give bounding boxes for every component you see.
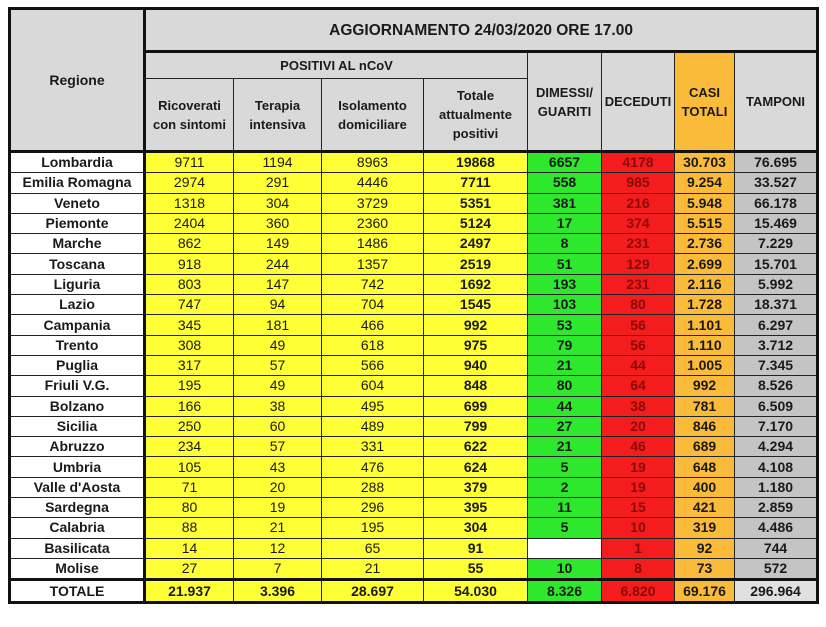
- cell-ricoverati: 862: [145, 234, 234, 254]
- table-row: [10, 376, 818, 396]
- cell-tamponi: 33.527: [735, 173, 818, 193]
- header-totale-positivi: Totale attualmente positivi: [424, 79, 528, 152]
- table-row: [10, 315, 818, 335]
- header-deceduti: DECEDUTI: [602, 52, 675, 152]
- cell-terapia: 360: [234, 213, 322, 233]
- cell-totale-positivi: 699: [424, 396, 528, 416]
- cell-totale-positivi: 304: [424, 518, 528, 538]
- cell-ricoverati: 234: [145, 437, 234, 457]
- cell-dimessi: [528, 538, 602, 558]
- cell-terapia: 43: [234, 457, 322, 477]
- cell-casi-totali: 992: [675, 376, 735, 396]
- cell-deceduti: 46: [602, 437, 675, 457]
- table-row: [10, 295, 818, 315]
- cell-totale-positivi: 379: [424, 477, 528, 497]
- table-body: [10, 152, 818, 603]
- cell-regione: Valle d'Aosta: [10, 477, 145, 497]
- cell-regione: Molise: [10, 558, 145, 579]
- cell-deceduti: 64: [602, 376, 675, 396]
- cell-casi-totali: 1.101: [675, 315, 735, 335]
- header-positivi-group: POSITIVI AL nCoV: [145, 52, 528, 79]
- cell-tamponi: 76.695: [735, 152, 818, 173]
- cell-tamponi: 744: [735, 538, 818, 558]
- cell-terapia: 304: [234, 193, 322, 213]
- cell-regione: Emilia Romagna: [10, 173, 145, 193]
- cell-deceduti: 15: [602, 498, 675, 518]
- cell-isolamento: 296: [322, 498, 424, 518]
- cell-dimessi: 10: [528, 558, 602, 579]
- cell-ricoverati: 1318: [145, 193, 234, 213]
- cell-terapia: 21: [234, 518, 322, 538]
- cell-terapia: 147: [234, 274, 322, 294]
- cell-isolamento: 604: [322, 376, 424, 396]
- table-row: [10, 173, 818, 193]
- table-row: [10, 437, 818, 457]
- cell-isolamento: 476: [322, 457, 424, 477]
- cell-dimessi: 8.326: [528, 580, 602, 603]
- cell-deceduti: 374: [602, 213, 675, 233]
- cell-dimessi: 6657: [528, 152, 602, 173]
- cell-regione: Umbria: [10, 457, 145, 477]
- table-row: [10, 254, 818, 274]
- cell-dimessi: 193: [528, 274, 602, 294]
- table-row: [10, 538, 818, 558]
- cell-ricoverati: 9711: [145, 152, 234, 173]
- cell-isolamento: 566: [322, 355, 424, 375]
- cell-totale-positivi: 395: [424, 498, 528, 518]
- cell-regione: Lazio: [10, 295, 145, 315]
- cell-dimessi: 5: [528, 457, 602, 477]
- cell-deceduti: 19: [602, 477, 675, 497]
- cell-ricoverati: 21.937: [145, 580, 234, 603]
- cell-isolamento: 65: [322, 538, 424, 558]
- cell-regione: Trento: [10, 335, 145, 355]
- cell-terapia: 7: [234, 558, 322, 579]
- cell-isolamento: 195: [322, 518, 424, 538]
- cell-tamponi: 8.526: [735, 376, 818, 396]
- cell-casi-totali: 5.515: [675, 213, 735, 233]
- cell-deceduti: 10: [602, 518, 675, 538]
- cell-tamponi: 15.469: [735, 213, 818, 233]
- cell-dimessi: 8: [528, 234, 602, 254]
- table-title: AGGIORNAMENTO 24/03/2020 ORE 17.00: [145, 9, 818, 52]
- header-ricoverati: Ricoverati con sintomi: [145, 79, 234, 152]
- cell-isolamento: 2360: [322, 213, 424, 233]
- cell-totale-positivi: 848: [424, 376, 528, 396]
- cell-regione: Sardegna: [10, 498, 145, 518]
- cell-ricoverati: 747: [145, 295, 234, 315]
- table-row: [10, 335, 818, 355]
- cell-tamponi: 572: [735, 558, 818, 579]
- cell-ricoverati: 317: [145, 355, 234, 375]
- cell-terapia: 94: [234, 295, 322, 315]
- cell-totale-positivi: 1692: [424, 274, 528, 294]
- cell-casi-totali: 689: [675, 437, 735, 457]
- table-row: [10, 396, 818, 416]
- cell-regione: Puglia: [10, 355, 145, 375]
- cell-totale-positivi: 2519: [424, 254, 528, 274]
- cell-terapia: 20: [234, 477, 322, 497]
- cell-tamponi: 7.170: [735, 416, 818, 436]
- header-regione: Regione: [10, 9, 145, 152]
- table-row: [10, 558, 818, 579]
- cell-deceduti: 985: [602, 173, 675, 193]
- cell-deceduti: 19: [602, 457, 675, 477]
- cell-isolamento: 489: [322, 416, 424, 436]
- cell-deceduti: 4178: [602, 152, 675, 173]
- cell-casi-totali: 2.736: [675, 234, 735, 254]
- cell-ricoverati: 166: [145, 396, 234, 416]
- cell-totale-positivi: 55: [424, 558, 528, 579]
- header-casi-totali: CASI TOTALI: [675, 52, 735, 152]
- cell-regione: Sicilia: [10, 416, 145, 436]
- cell-dimessi: 5: [528, 518, 602, 538]
- table-row: [10, 518, 818, 538]
- cell-totale-positivi: 2497: [424, 234, 528, 254]
- cell-tamponi: 6.509: [735, 396, 818, 416]
- cell-terapia: 38: [234, 396, 322, 416]
- cell-regione: Calabria: [10, 518, 145, 538]
- cell-isolamento: 4446: [322, 173, 424, 193]
- cell-casi-totali: 319: [675, 518, 735, 538]
- cell-regione: Abruzzo: [10, 437, 145, 457]
- cell-ricoverati: 88: [145, 518, 234, 538]
- cell-casi-totali: 73: [675, 558, 735, 579]
- cell-totale-positivi: 992: [424, 315, 528, 335]
- cell-dimessi: 51: [528, 254, 602, 274]
- table-row: [10, 234, 818, 254]
- cell-casi-totali: 781: [675, 396, 735, 416]
- cell-ricoverati: 2404: [145, 213, 234, 233]
- cell-terapia: 244: [234, 254, 322, 274]
- table-row: [10, 498, 818, 518]
- header-tamponi: TAMPONI: [735, 52, 818, 152]
- cell-dimessi: 558: [528, 173, 602, 193]
- cell-deceduti: 44: [602, 355, 675, 375]
- cell-isolamento: 495: [322, 396, 424, 416]
- cell-regione: TOTALE: [10, 580, 145, 603]
- cell-dimessi: 21: [528, 437, 602, 457]
- cell-dimessi: 53: [528, 315, 602, 335]
- cell-tamponi: 6.297: [735, 315, 818, 335]
- table-row: [10, 193, 818, 213]
- cell-deceduti: 1: [602, 538, 675, 558]
- cell-terapia: 1194: [234, 152, 322, 173]
- cell-regione: Liguria: [10, 274, 145, 294]
- cell-dimessi: 2: [528, 477, 602, 497]
- cell-totale-positivi: 5124: [424, 213, 528, 233]
- cell-terapia: 12: [234, 538, 322, 558]
- cell-terapia: 60: [234, 416, 322, 436]
- cell-totale-positivi: 1545: [424, 295, 528, 315]
- cell-regione: Friuli V.G.: [10, 376, 145, 396]
- cell-dimessi: 17: [528, 213, 602, 233]
- cell-regione: Bolzano: [10, 396, 145, 416]
- cell-deceduti: 6.820: [602, 580, 675, 603]
- cell-deceduti: 56: [602, 315, 675, 335]
- cell-deceduti: 56: [602, 335, 675, 355]
- cell-deceduti: 38: [602, 396, 675, 416]
- cell-totale-positivi: 622: [424, 437, 528, 457]
- cell-ricoverati: 345: [145, 315, 234, 335]
- cell-isolamento: 8963: [322, 152, 424, 173]
- cell-totale-positivi: 799: [424, 416, 528, 436]
- cell-isolamento: 288: [322, 477, 424, 497]
- header-terapia: Terapia intensiva: [234, 79, 322, 152]
- cell-isolamento: 704: [322, 295, 424, 315]
- cell-tamponi: 7.345: [735, 355, 818, 375]
- cell-ricoverati: 195: [145, 376, 234, 396]
- cell-totale-positivi: 624: [424, 457, 528, 477]
- cell-terapia: 181: [234, 315, 322, 335]
- cell-isolamento: 1357: [322, 254, 424, 274]
- cell-casi-totali: 69.176: [675, 580, 735, 603]
- cell-isolamento: 331: [322, 437, 424, 457]
- cell-ricoverati: 250: [145, 416, 234, 436]
- cell-casi-totali: 2.699: [675, 254, 735, 274]
- cell-regione: Campania: [10, 315, 145, 335]
- cell-tamponi: 4.108: [735, 457, 818, 477]
- cell-isolamento: 466: [322, 315, 424, 335]
- cell-regione: Veneto: [10, 193, 145, 213]
- cell-terapia: 149: [234, 234, 322, 254]
- cell-ricoverati: 80: [145, 498, 234, 518]
- cell-tamponi: 3.712: [735, 335, 818, 355]
- cell-casi-totali: 421: [675, 498, 735, 518]
- cell-totale-positivi: 940: [424, 355, 528, 375]
- cell-ricoverati: 803: [145, 274, 234, 294]
- cell-deceduti: 20: [602, 416, 675, 436]
- table-row: [10, 274, 818, 294]
- cell-casi-totali: 2.116: [675, 274, 735, 294]
- cell-casi-totali: 9.254: [675, 173, 735, 193]
- cell-terapia: 57: [234, 355, 322, 375]
- cell-dimessi: 79: [528, 335, 602, 355]
- cell-casi-totali: 1.728: [675, 295, 735, 315]
- cell-terapia: 49: [234, 335, 322, 355]
- cell-dimessi: 80: [528, 376, 602, 396]
- cell-isolamento: 1486: [322, 234, 424, 254]
- cell-tamponi: 7.229: [735, 234, 818, 254]
- cell-dimessi: 381: [528, 193, 602, 213]
- cell-dimessi: 21: [528, 355, 602, 375]
- cell-deceduti: 8: [602, 558, 675, 579]
- cell-totale-positivi: 7711: [424, 173, 528, 193]
- cell-regione: Piemonte: [10, 213, 145, 233]
- cell-ricoverati: 918: [145, 254, 234, 274]
- cell-tamponi: 5.992: [735, 274, 818, 294]
- cell-totale-positivi: 5351: [424, 193, 528, 213]
- header-isolamento: Isolamento domiciliare: [322, 79, 424, 152]
- cell-deceduti: 231: [602, 234, 675, 254]
- cell-deceduti: 216: [602, 193, 675, 213]
- cell-ricoverati: 27: [145, 558, 234, 579]
- table-row: [10, 457, 818, 477]
- cell-casi-totali: 30.703: [675, 152, 735, 173]
- cell-totale-positivi: 19868: [424, 152, 528, 173]
- table-row: [10, 477, 818, 497]
- cell-tamponi: 2.859: [735, 498, 818, 518]
- cell-ricoverati: 105: [145, 457, 234, 477]
- cell-ricoverati: 14: [145, 538, 234, 558]
- cell-terapia: 57: [234, 437, 322, 457]
- cell-totale-positivi: 91: [424, 538, 528, 558]
- cell-ricoverati: 2974: [145, 173, 234, 193]
- table-row: [10, 355, 818, 375]
- cell-casi-totali: 1.005: [675, 355, 735, 375]
- cell-tamponi: 4.486: [735, 518, 818, 538]
- cell-deceduti: 231: [602, 274, 675, 294]
- cell-terapia: 49: [234, 376, 322, 396]
- cell-casi-totali: 400: [675, 477, 735, 497]
- cell-casi-totali: 5.948: [675, 193, 735, 213]
- cell-casi-totali: 1.110: [675, 335, 735, 355]
- cell-totale-positivi: 975: [424, 335, 528, 355]
- cell-isolamento: 21: [322, 558, 424, 579]
- table-row: [10, 152, 818, 173]
- cell-casi-totali: 92: [675, 538, 735, 558]
- total-row: [10, 580, 818, 603]
- cell-deceduti: 129: [602, 254, 675, 274]
- cell-terapia: 291: [234, 173, 322, 193]
- cell-tamponi: 296.964: [735, 580, 818, 603]
- cell-regione: Toscana: [10, 254, 145, 274]
- cell-ricoverati: 71: [145, 477, 234, 497]
- cell-regione: Marche: [10, 234, 145, 254]
- cell-regione: Basilicata: [10, 538, 145, 558]
- cell-dimessi: 103: [528, 295, 602, 315]
- cell-casi-totali: 648: [675, 457, 735, 477]
- table-row: [10, 416, 818, 436]
- cell-regione: Lombardia: [10, 152, 145, 173]
- table-row: [10, 213, 818, 233]
- cell-terapia: 19: [234, 498, 322, 518]
- cell-dimessi: 11: [528, 498, 602, 518]
- cell-isolamento: 742: [322, 274, 424, 294]
- cell-deceduti: 80: [602, 295, 675, 315]
- cell-tamponi: 1.180: [735, 477, 818, 497]
- cell-dimessi: 44: [528, 396, 602, 416]
- cell-tamponi: 18.371: [735, 295, 818, 315]
- cell-isolamento: 28.697: [322, 580, 424, 603]
- cell-isolamento: 618: [322, 335, 424, 355]
- cell-terapia: 3.396: [234, 580, 322, 603]
- cell-tamponi: 66.178: [735, 193, 818, 213]
- header-dimessi: DIMESSI/ GUARITI: [528, 52, 602, 152]
- cell-tamponi: 15.701: [735, 254, 818, 274]
- cell-casi-totali: 846: [675, 416, 735, 436]
- cell-dimessi: 27: [528, 416, 602, 436]
- cell-tamponi: 4.294: [735, 437, 818, 457]
- cell-ricoverati: 308: [145, 335, 234, 355]
- covid-regional-table: [8, 7, 819, 604]
- cell-totale-positivi: 54.030: [424, 580, 528, 603]
- cell-isolamento: 3729: [322, 193, 424, 213]
